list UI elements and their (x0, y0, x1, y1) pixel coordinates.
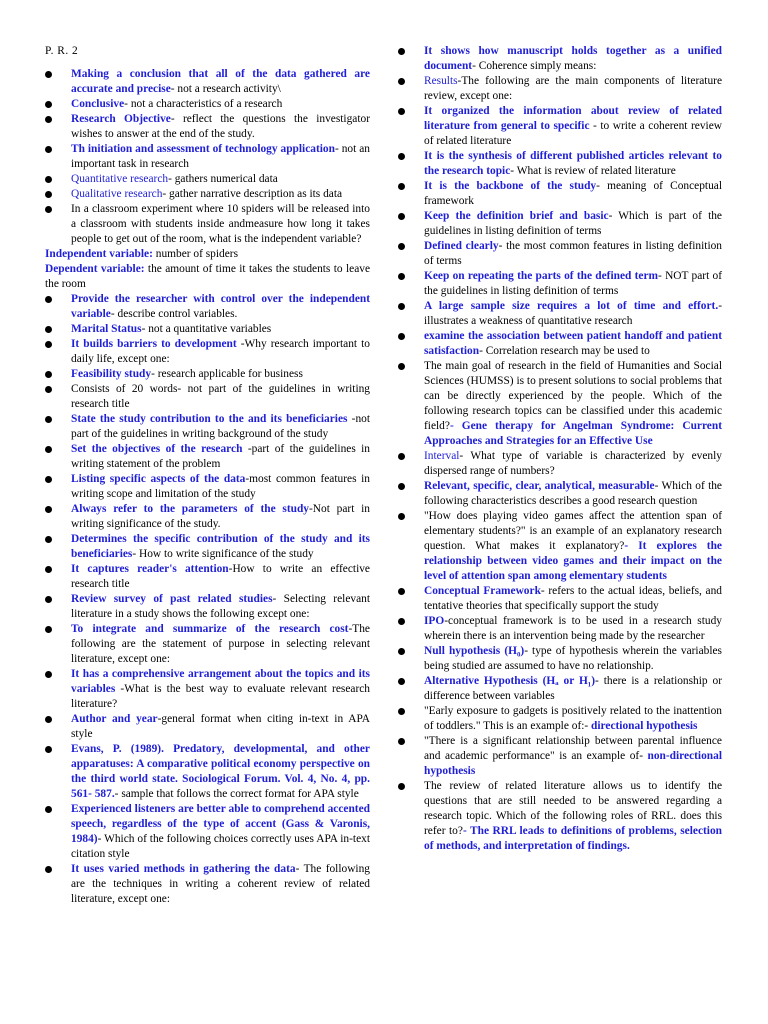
highlighted-answer: non-directional hypothesis (424, 750, 722, 777)
highlighted-answer: Interval (424, 450, 460, 462)
bullet-icon (398, 483, 405, 490)
highlighted-answer: Th initiation and assessment of technology application (71, 143, 335, 155)
bullet-icon (398, 363, 405, 370)
highlighted-answer: - It explores the relationship between video games and their impact on the level of attention span among elementary students (424, 540, 722, 582)
highlighted-answer: It shows how manuscript holds together as a unified document (424, 45, 722, 72)
page-header: P. R. 2 (45, 45, 79, 57)
bullet-item (45, 742, 370, 802)
bullet-item (398, 509, 722, 584)
highlighted-answer: It builds barriers to development (71, 338, 237, 350)
bullet-item (398, 734, 722, 779)
item-text: - illustrates a weakness of quantitative research (424, 300, 722, 327)
bullet-item (45, 502, 370, 532)
highlighted-answer: Experienced listeners are better able to comprehend accented speech, regardless of the type of accent (Gass & Varonis, 1984) (71, 803, 370, 845)
highlighted-answer: Review survey of past related studies (71, 593, 273, 605)
highlighted-answer: It organized the information about review of related literature from general to specific (424, 105, 722, 132)
bullet-item (45, 142, 370, 172)
item-text: Consists of 20 words- not part of the guidelines in writing research title (71, 383, 370, 410)
bullet-item (398, 614, 722, 644)
item-text: -How to write an effective research title (71, 563, 370, 590)
bullet-icon (45, 671, 52, 678)
bullet-icon (45, 566, 52, 573)
bullet-item (398, 779, 722, 854)
bullet-icon (398, 648, 405, 655)
highlighted-answer: Research Objective (71, 113, 171, 125)
bullet-icon (45, 806, 52, 813)
item-text: - NOT part of the guidelines in listing definition of terms (424, 270, 723, 297)
item-text: - gather narrative description as its data (162, 188, 343, 200)
bullet-icon (45, 71, 52, 78)
item-text: - Correlation research may be used to (479, 345, 650, 357)
bullet-item (45, 622, 370, 667)
item-text: - meaning of Conceptual framework (424, 180, 723, 207)
item-text: - What type of variable is characterized by evenly dispersed range of numbers? (424, 450, 722, 477)
bullet-item (398, 704, 722, 734)
bullet-item (398, 644, 722, 674)
bullet-icon (398, 708, 405, 715)
bullet-icon (45, 341, 52, 348)
highlighted-answer: Alternative Hypothesis (Hₐ or H₁) (424, 675, 596, 687)
item-text: -most common features in writing scope and limitation of the study (71, 473, 370, 500)
bullet-icon (398, 213, 405, 220)
bullet-icon (45, 416, 52, 423)
item-text: The main goal of research in the field of Humanities and Social Sciences (HUMSS) is to present solutions to social problems that can be directly experienced by the people. Which of the following research topics can be classified under this academic field? (424, 360, 722, 432)
item-text: - Which is part of the guidelines in listing definition of terms (424, 210, 722, 237)
bullet-item (45, 172, 370, 187)
item-text: -What is the best way to evaluate relevant research literature? (71, 683, 370, 710)
highlighted-answer: Null hypothesis (H₀) (424, 645, 525, 657)
highlighted-answer: Defined clearly (424, 240, 499, 252)
bullet-icon (45, 536, 52, 543)
highlighted-answer: It has a comprehensive arrangement about the topics and its variables (71, 668, 370, 695)
item-text: "There is a significant relationship between parental influence and academic performance" is an example of- (424, 735, 722, 762)
item-text: - not a characteristics of a research (124, 98, 283, 110)
bullet-icon (45, 116, 52, 123)
item-text: -Why research important to daily life, except one: (71, 338, 370, 365)
bullet-icon (398, 108, 405, 115)
bullet-icon (45, 326, 52, 333)
bullet-item (398, 584, 722, 614)
item-text: - type of hypothesis wherein the variables being studied are assumed to have no relationship. (424, 645, 722, 672)
highlighted-answer: Conceptual Framework (424, 585, 541, 597)
bullet-icon (45, 506, 52, 513)
item-text: - there is a relationship or difference between variables (424, 675, 722, 702)
bullet-item (45, 97, 370, 112)
bullet-item (398, 209, 722, 239)
bullet-item (45, 382, 370, 412)
item-text: - not a research activity\ (170, 83, 281, 95)
highlighted-answer: Feasibility study (71, 368, 152, 380)
highlighted-answer: Conclusive (71, 98, 125, 110)
item-text: - not a quantitative variables (141, 323, 272, 335)
highlighted-answer: To integrate and summarize of the research cost (71, 623, 349, 635)
item-text: - refers to the actual ideas, beliefs, and tentative theories that specifically support the study (424, 585, 722, 612)
item-text: - The following are the techniques in writing a coherent review of related literature, except one: (71, 863, 370, 905)
bullet-item (398, 449, 722, 479)
bullet-icon (45, 371, 52, 378)
bullet-icon (398, 513, 405, 520)
bullet-icon (398, 588, 405, 595)
bullet-icon (45, 716, 52, 723)
item-text: In a classroom experiment where 10 spiders will be released into a classroom with students inside andmeasure how long it takes people to get out of the room, what is the independent variable? (71, 203, 370, 245)
definition-line (45, 262, 370, 292)
item-text: "How does playing video games affect the attention span of elementary students?" is an example of an explanatory research question. What makes it explanatory? (424, 510, 722, 552)
bullet-icon (398, 738, 405, 745)
bullet-item (398, 479, 722, 509)
highlighted-answer: directional hypothesis (588, 720, 698, 732)
item-text: - reflect the questions the investigator wishes to answer at the end of the study. (71, 113, 370, 140)
bullet-item (398, 179, 722, 209)
bullet-icon (45, 476, 52, 483)
bullet-item (45, 187, 370, 202)
item-text: - Which of the following choices correctly uses APA in-text citation style (71, 833, 370, 860)
highlighted-answer: State the study contribution to the and its beneficiaries (71, 413, 348, 425)
bullet-icon (45, 596, 52, 603)
item-text: - Coherence simply means: (472, 60, 597, 72)
bullet-icon (45, 146, 52, 153)
item-text: - the most common features in listing definition of terms (424, 240, 722, 267)
bullet-icon (398, 243, 405, 250)
item-text: - not an important task in research (71, 143, 370, 170)
bullet-item (45, 802, 370, 862)
item-text: - to write a coherent review of related literature (424, 120, 722, 147)
bullet-item (398, 329, 722, 359)
item-text: - describe control variables. (110, 308, 238, 320)
bullet-item (45, 367, 370, 382)
bullet-item (398, 239, 722, 269)
bullet-icon (45, 626, 52, 633)
bullet-icon (45, 206, 52, 213)
bullet-item (45, 337, 370, 367)
right-list (398, 44, 722, 854)
bullet-item (398, 269, 722, 299)
item-text: - gathers numerical data (168, 173, 278, 185)
item-text: -The following are the main components of literature review, except one: (424, 75, 722, 102)
bullet-icon (398, 183, 405, 190)
highlighted-answer: Quantitative research (71, 173, 169, 185)
highlighted-answer: Independent variable: (45, 248, 153, 260)
item-text: - sample that follows the correct format for APA style (114, 788, 359, 800)
bullet-icon (398, 783, 405, 790)
bullet-item (45, 322, 370, 337)
highlighted-answer: Determines the specific contribution of the study and its beneficiaries (71, 533, 370, 560)
bullet-item (45, 592, 370, 622)
bullet-item (398, 149, 722, 179)
item-text: -Not part in writing significance of the study. (71, 503, 370, 530)
left-list (45, 67, 370, 907)
item-text: -The following are the statement of purpose in selecting relevant literature, except one: (71, 623, 370, 665)
bullet-icon (398, 618, 405, 625)
bullet-icon (45, 176, 52, 183)
bullet-item (398, 44, 722, 74)
highlighted-answer: Always refer to the parameters of the study (71, 503, 310, 515)
highlighted-answer: Results (424, 75, 458, 87)
bullet-item (45, 562, 370, 592)
bullet-item (45, 202, 370, 247)
bullet-item (398, 674, 722, 704)
bullet-item (398, 299, 722, 329)
bullet-icon (398, 48, 405, 55)
item-text: the amount of time it takes the students to leave the room (45, 263, 370, 290)
highlighted-answer: It is the backbone of the study (424, 180, 597, 192)
highlighted-answer: - The RRL leads to definitions of problems, selection of methods, and interpretation of findings. (424, 825, 722, 852)
highlighted-answer: Provide the researcher with control over the independent variable (71, 293, 370, 320)
highlighted-answer: Keep on repeating the parts of the defined term (424, 270, 659, 282)
highlighted-answer: Dependent variable: (45, 263, 145, 275)
highlighted-answer: Making a conclusion that all of the data gathered are accurate and precise (71, 68, 370, 95)
bullet-icon (398, 333, 405, 340)
highlighted-answer: examine the association between patient handoff and patient satisfaction (424, 330, 722, 357)
bullet-item (398, 74, 722, 104)
bullet-item (45, 667, 370, 712)
definition-line (45, 247, 370, 262)
bullet-icon (45, 101, 52, 108)
bullet-icon (45, 386, 52, 393)
bullet-icon (45, 866, 52, 873)
item-text: - research applicable for business (151, 368, 303, 380)
highlighted-answer: Relevant, specific, clear, analytical, measurable (424, 480, 655, 492)
bullet-icon (45, 296, 52, 303)
bullet-icon (398, 678, 405, 685)
highlighted-answer: It captures reader's attention (71, 563, 229, 575)
highlighted-answer: - Gene therapy for Angelman Syndrome: Current Approaches and Strategies for an Effective Use (424, 420, 722, 447)
bullet-item (398, 104, 722, 149)
bullet-item (45, 112, 370, 142)
bullet-item (45, 532, 370, 562)
bullet-icon (398, 273, 405, 280)
bullet-icon (45, 191, 52, 198)
item-text: - What is review of related literature (510, 165, 676, 177)
highlighted-answer: Evans, P. (1989). Predatory, developmental, and other apparatuses: A comparative political economy perspective on the third world state. Sociological Forum. Vol. 4, No. 4, pp. 561- 587. (71, 743, 370, 800)
bullet-icon (45, 446, 52, 453)
highlighted-answer: It uses varied methods in gathering the data (71, 863, 296, 875)
highlighted-answer: Set the objectives of the research (71, 443, 243, 455)
item-text: -part of the guidelines in writing statement of the problem (71, 443, 371, 470)
bullet-item (45, 67, 370, 97)
bullet-item (45, 472, 370, 502)
bullet-icon (398, 453, 405, 460)
bullet-item (45, 292, 370, 322)
highlighted-answer: Listing specific aspects of the data (71, 473, 246, 485)
item-text: - Selecting relevant literature in a study shows the following except one: (71, 593, 370, 620)
item-text: -not part of the guidelines in writing background of the study (71, 413, 370, 440)
item-text: The review of related literature allows us to identify the questions that are still needed to be answered regarding a research topic. Which of the following roles of RRL. does this refer to? (424, 780, 722, 837)
item-text: -general format when citing in-text in APA style (71, 713, 370, 740)
item-text: -conceptual framework is to be used in a research study wherein there is an intervention being made by the researcher (424, 615, 722, 642)
bullet-item (45, 862, 370, 907)
highlighted-answer: Qualitative research (71, 188, 163, 200)
highlighted-answer: Author and year (71, 713, 158, 725)
highlighted-answer: A large sample size requires a lot of time and effort. (424, 300, 719, 312)
bullet-icon (398, 153, 405, 160)
item-text: - How to write significance of the study (132, 548, 314, 560)
highlighted-answer: IPO (424, 615, 445, 627)
left-column (45, 44, 370, 907)
bullet-item (398, 359, 722, 449)
highlighted-answer: Marital Status (71, 323, 142, 335)
bullet-item (45, 712, 370, 742)
item-text: "Early exposure to gadgets is positively related to the inattention of toddlers." This is an example of:- (424, 705, 722, 732)
highlighted-answer: It is the synthesis of different published articles relevant to the research topic (424, 150, 722, 177)
item-text: - Which of the following characteristics describes a good research question (424, 480, 722, 507)
bullet-icon (398, 78, 405, 85)
bullet-item (45, 442, 370, 472)
highlighted-answer: Keep the definition brief and basic (424, 210, 609, 222)
bullet-icon (398, 303, 405, 310)
bullet-icon (45, 746, 52, 753)
right-column (398, 44, 722, 854)
bullet-item (45, 412, 370, 442)
item-text: number of spiders (152, 248, 239, 260)
